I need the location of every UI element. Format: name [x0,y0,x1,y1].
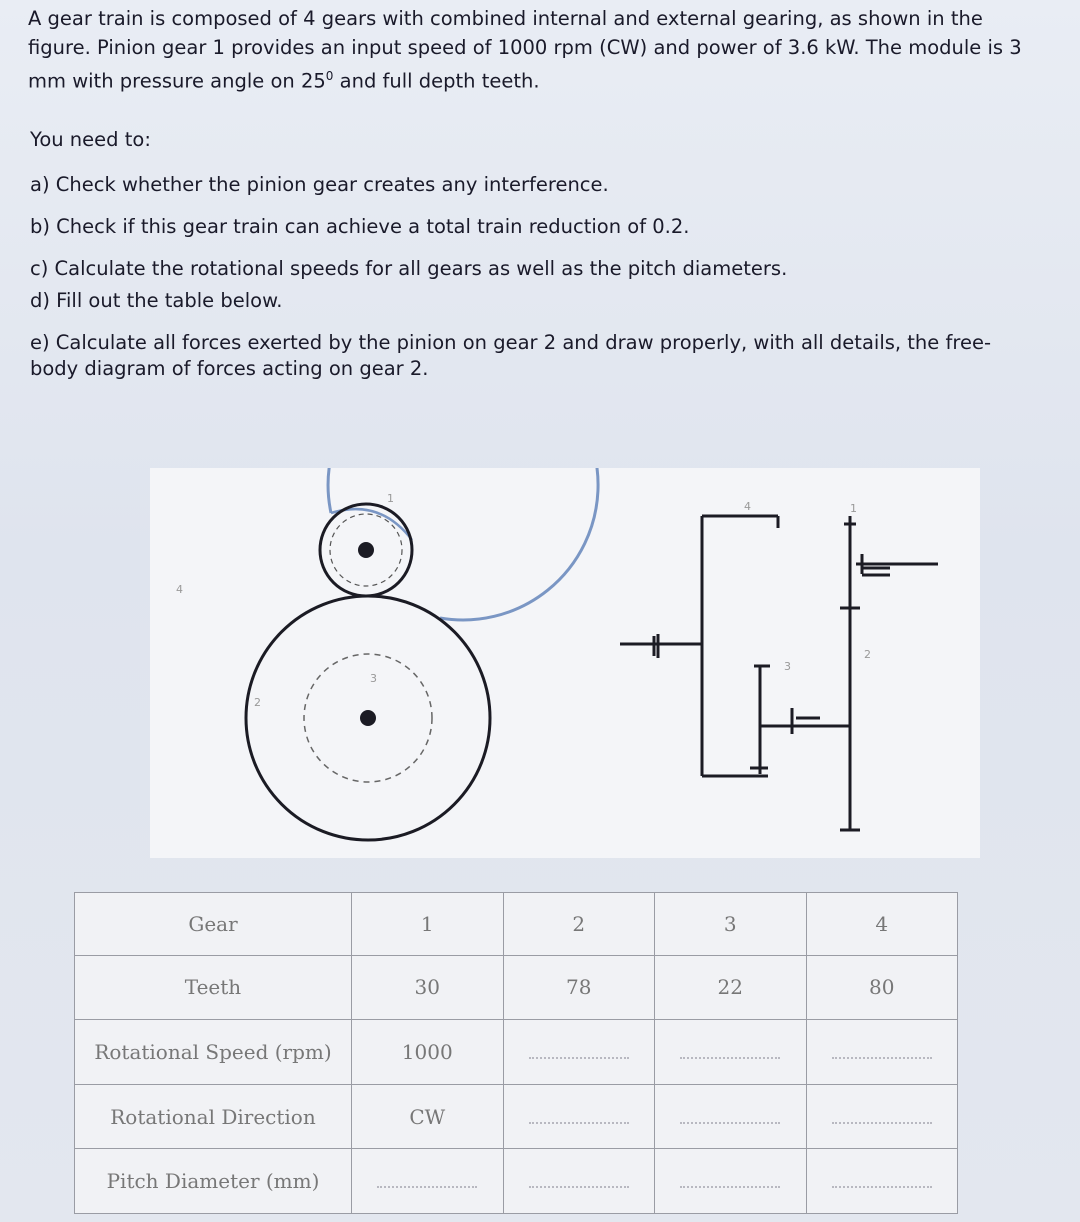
side-label-2: 2 [864,648,871,661]
blank-cell[interactable] [503,1084,655,1149]
table-row [75,1149,958,1214]
blank-cell[interactable] [806,1020,958,1085]
side-label-3: 3 [784,660,791,673]
front-label-2: 2 [254,696,261,709]
table-cell: 1000 [352,1020,504,1085]
gear-2-center [360,710,376,726]
table-header-cell: 2 [503,893,655,956]
row-label-speed: Rotational Speed (rpm) [75,1020,352,1085]
blank-line [832,1045,932,1059]
table-header-cell: 4 [806,893,958,956]
row-label-pitch-diameter: Pitch Diameter (mm) [75,1149,352,1214]
side-label-4: 4 [744,500,751,513]
problem-text-end: and full depth teeth. [333,69,540,93]
blank-line [832,1110,932,1124]
gear-1-center [358,542,374,558]
blank-cell[interactable] [806,1149,958,1214]
task-c: c) Calculate the rotational speeds for all gears as well as the pitch diameters. [30,257,788,280]
table-cell: 80 [806,955,958,1020]
task-b: b) Check if this gear train can achieve a total train reduction of 0.2. [30,215,690,238]
table-header-cell: 1 [352,893,504,956]
blank-line [680,1045,780,1059]
blank-line [529,1174,629,1188]
blank-line [377,1174,477,1188]
table-row [75,1020,958,1085]
blank-cell[interactable] [806,1084,958,1149]
blank-cell[interactable] [352,1149,504,1214]
blank-cell[interactable] [655,1149,807,1214]
front-label-4: 4 [176,583,183,596]
blank-line [529,1110,629,1124]
row-label-direction: Rotational Direction [75,1084,352,1149]
tasks-title: You need to: [30,128,151,151]
blank-line [529,1045,629,1059]
table-header-label: Gear [75,893,352,956]
table-cell: CW [352,1084,504,1149]
blank-cell[interactable] [655,1084,807,1149]
blank-line [680,1174,780,1188]
internal-gear-4-upper [331,509,412,540]
side-view [620,516,938,830]
front-view [176,468,598,840]
front-label-1: 1 [387,492,394,505]
gear-train-drawing [150,468,980,858]
table-cell: 22 [655,955,807,1020]
front-label-3: 3 [370,672,377,685]
blank-cell[interactable] [503,1020,655,1085]
task-d: d) Fill out the table below. [30,289,283,312]
gear-train-figure [150,468,980,858]
blank-line [680,1110,780,1124]
side-label-1: 1 [850,502,857,515]
table-cell: 30 [352,955,504,1020]
degree-symbol: 0 [325,69,334,83]
table-row [75,1084,958,1149]
table-header-cell: 3 [655,893,807,956]
task-e: e) Calculate all forces exerted by the pinion on gear 2 and draw properly, with all details, the free-body diagram of forces acting on gear 2. [30,331,991,380]
problem-statement [28,4,1038,96]
table-row [75,955,958,1020]
blank-cell[interactable] [655,1020,807,1085]
row-label-teeth: Teeth [75,955,352,1020]
table-header-row [75,893,958,956]
problem-text: A gear train is composed of 4 gears with combined internal and external gearing, as shown in the figure. Pinion gear 1 provides an input speed of 1000 rpm (CW) and power of 3.6 kW. The module is 3 mm with pressure angle on 25 [28,7,1022,93]
gear-table [74,892,958,1214]
task-a: a) Check whether the pinion gear creates any interference. [30,173,609,196]
blank-line [832,1174,932,1188]
blank-cell[interactable] [503,1149,655,1214]
table-cell: 78 [503,955,655,1020]
